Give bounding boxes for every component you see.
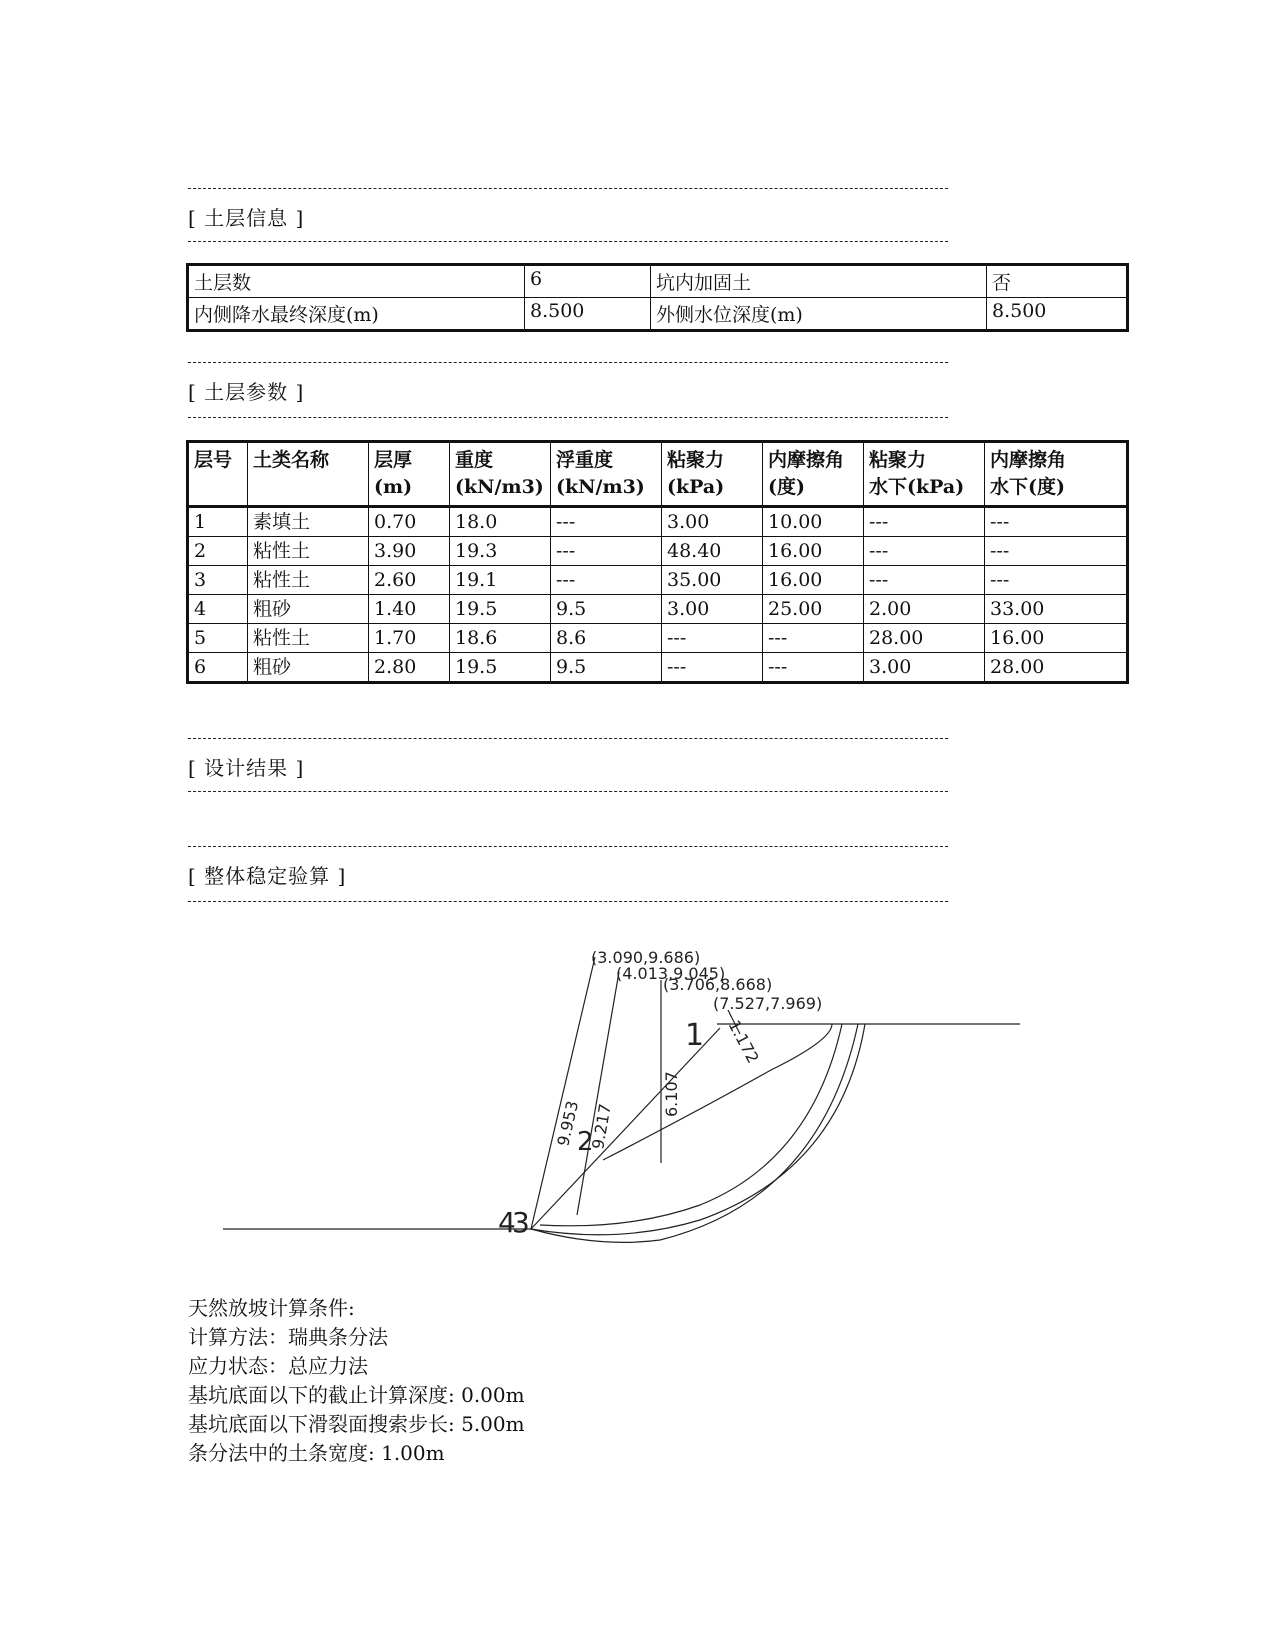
section-title-stability: [ 整体稳定验算 ] — [188, 864, 347, 888]
table-cell: 否 — [987, 265, 1128, 298]
table-cell: 2.80 — [369, 653, 450, 683]
table-cell: 16.00 — [763, 566, 864, 595]
table-cell: 28.00 — [985, 653, 1128, 683]
divider — [188, 241, 948, 242]
divider — [188, 417, 948, 418]
table-cell: 3.90 — [369, 537, 450, 566]
section-title-soil-info: [ 土层信息 ] — [188, 206, 305, 230]
table-header-cell: 重度 (kN/m3) — [450, 442, 551, 507]
coordinate-label: (4.013,9.045) — [616, 964, 726, 983]
table-cell: 坑内加固土 — [651, 265, 987, 298]
soil-params-table — [186, 440, 1129, 684]
table-cell: --- — [985, 507, 1128, 537]
divider — [188, 846, 948, 847]
circle-number: 4 — [498, 1206, 516, 1239]
table-cell: 25.00 — [763, 595, 864, 624]
section-title-design-result: [ 设计结果 ] — [188, 756, 305, 780]
table-cell: 16.00 — [985, 624, 1128, 653]
table-cell: 1.70 — [369, 624, 450, 653]
table-cell: 0.70 — [369, 507, 450, 537]
table-cell: 粘性土 — [248, 566, 369, 595]
table-row — [188, 566, 1128, 595]
condition-line: 条分法中的土条宽度: 1.00m — [188, 1441, 445, 1465]
table-cell: 3.00 — [662, 595, 763, 624]
condition-line: 计算方法：瑞典条分法 — [188, 1325, 388, 1349]
table-header-cell: 浮重度 (kN/m3) — [551, 442, 662, 507]
table-cell: 2.60 — [369, 566, 450, 595]
radius-label: 9.953 — [553, 1098, 583, 1148]
condition-line: 天然放坡计算条件: — [188, 1296, 355, 1320]
table-header-cell: 内摩擦角 (度) — [763, 442, 864, 507]
table-cell: 19.5 — [450, 595, 551, 624]
table-cell: 1.40 — [369, 595, 450, 624]
table-cell: 5 — [188, 624, 248, 653]
table-cell: --- — [662, 653, 763, 683]
table-cell: 粘性土 — [248, 624, 369, 653]
divider — [188, 791, 948, 792]
table-cell: 19.1 — [450, 566, 551, 595]
table-cell: 8.500 — [987, 298, 1128, 331]
table-cell: --- — [985, 537, 1128, 566]
table-header-cell: 粘聚力 水下(kPa) — [864, 442, 985, 507]
divider — [188, 738, 948, 739]
table-header-cell: 粘聚力 (kPa) — [662, 442, 763, 507]
radius-line — [531, 957, 595, 1229]
table-cell: --- — [662, 624, 763, 653]
coordinate-label: (3.090,9.686) — [591, 948, 701, 967]
table-cell: 9.5 — [551, 653, 662, 683]
table-cell: --- — [763, 624, 864, 653]
table-cell: 1 — [188, 507, 248, 537]
table-cell: 粗砂 — [248, 653, 369, 683]
coordinate-label: (7.527,7.969) — [713, 994, 823, 1013]
table-header-cell: 层厚 (m) — [369, 442, 450, 507]
slip-arc — [603, 1024, 832, 1160]
table-cell: --- — [551, 507, 662, 537]
table-cell: 35.00 — [662, 566, 763, 595]
condition-line: 基坑底面以下滑裂面搜索步长: 5.00m — [188, 1412, 525, 1436]
table-cell: 3 — [188, 566, 248, 595]
circle-number: 3 — [512, 1206, 530, 1239]
table-cell: --- — [985, 566, 1128, 595]
table-cell: --- — [551, 537, 662, 566]
table-cell: 6 — [188, 653, 248, 683]
table-cell: --- — [551, 566, 662, 595]
table-row — [188, 537, 1128, 566]
table-header-cell: 土类名称 — [248, 442, 369, 507]
table-cell: 18.6 — [450, 624, 551, 653]
table-cell: 8.6 — [551, 624, 662, 653]
table-row — [188, 653, 1128, 683]
table-cell: --- — [864, 537, 985, 566]
table-cell: 4 — [188, 595, 248, 624]
table-row — [188, 265, 1128, 298]
table-cell: 8.500 — [525, 298, 651, 331]
table-cell: 粘性土 — [248, 537, 369, 566]
section-title-soil-params: [ 土层参数 ] — [188, 380, 305, 404]
slip-circle-diagram — [0, 940, 1275, 1260]
table-header-row — [188, 442, 1128, 507]
table-cell: 6 — [525, 265, 651, 298]
table-body — [188, 507, 1128, 683]
table-cell: 3.00 — [662, 507, 763, 537]
table-header-cell: 内摩擦角 水下(度) — [985, 442, 1128, 507]
table-cell: 内侧降水最终深度(m) — [188, 298, 525, 331]
table-cell: 18.0 — [450, 507, 551, 537]
table-cell: 28.00 — [864, 624, 985, 653]
table-cell: 19.3 — [450, 537, 551, 566]
table-header-cell: 层号 — [188, 442, 248, 507]
table-cell: 2.00 — [864, 595, 985, 624]
table-cell: 16.00 — [763, 537, 864, 566]
table-cell: 3.00 — [864, 653, 985, 683]
table-cell: 外侧水位深度(m) — [651, 298, 987, 331]
divider — [188, 362, 948, 363]
circle-number: 1 — [685, 1018, 705, 1053]
table-cell: 19.5 — [450, 653, 551, 683]
calculation-conditions — [188, 1294, 525, 1468]
table-row — [188, 298, 1128, 331]
table-cell: 33.00 — [985, 595, 1128, 624]
table-cell: 土层数 — [188, 265, 525, 298]
table-cell: 2 — [188, 537, 248, 566]
condition-line: 应力状态：总应力法 — [188, 1354, 368, 1378]
table-cell: 9.5 — [551, 595, 662, 624]
circle-number: 2 — [577, 1127, 594, 1157]
table-cell: 48.40 — [662, 537, 763, 566]
table-cell: --- — [763, 653, 864, 683]
table-cell: 粗砂 — [248, 595, 369, 624]
divider — [188, 188, 948, 189]
coordinate-label: (3.706,8.668) — [663, 975, 773, 994]
radius-label: 6.107 — [662, 1071, 681, 1117]
table-cell: --- — [864, 566, 985, 595]
radius-label: 1.172 — [724, 1016, 763, 1067]
soil-info-table — [186, 263, 1129, 332]
table-cell: --- — [864, 507, 985, 537]
table-cell: 10.00 — [763, 507, 864, 537]
radius-label: 9.217 — [588, 1102, 615, 1151]
table-row — [188, 507, 1128, 537]
table-cell: 素填土 — [248, 507, 369, 537]
condition-line: 基坑底面以下的截止计算深度: 0.00m — [188, 1383, 525, 1407]
slip-arc — [540, 1024, 842, 1226]
table-row — [188, 595, 1128, 624]
divider — [188, 901, 948, 902]
table-row — [188, 624, 1128, 653]
